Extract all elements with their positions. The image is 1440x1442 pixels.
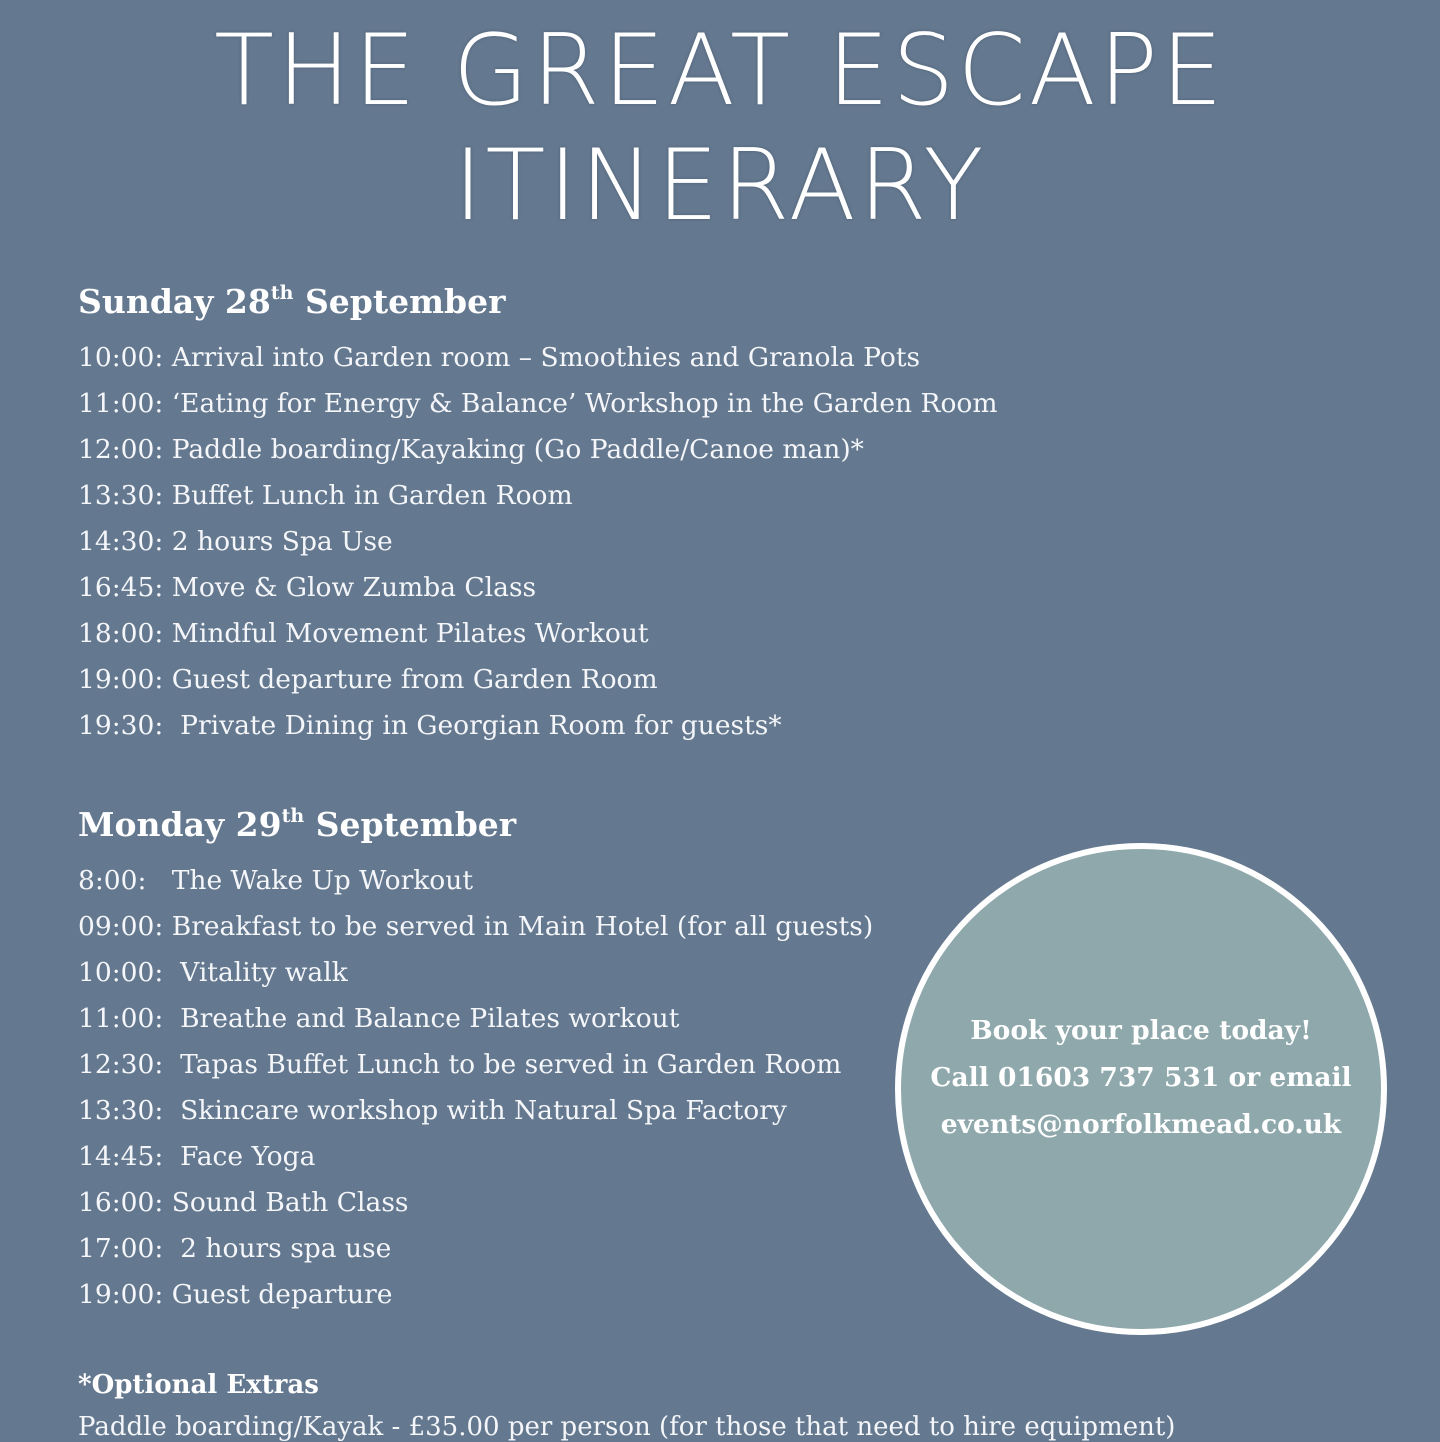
schedule-item: 12:00: Paddle boarding/Kayaking (Go Paddle/Canoe man)* xyxy=(78,434,864,465)
day-heading-monday-date: Monday 29 xyxy=(78,805,282,844)
extras-line: Paddle boarding/Kayak - £35.00 per person (for those that need to hire equipment) xyxy=(78,1412,1176,1442)
schedule-monday xyxy=(78,858,873,1318)
day-heading-sunday-date: Sunday 28 xyxy=(78,282,271,321)
schedule-item: 19:00: Guest departure xyxy=(78,1279,393,1310)
booking-circle xyxy=(895,843,1387,1335)
schedule-item: 10:00: Vitality walk xyxy=(78,957,348,988)
schedule-item: 8:00: The Wake Up Workout xyxy=(78,865,473,896)
extras-heading: *Optional Extras xyxy=(78,1370,319,1400)
schedule-item: 16:45: Move & Glow Zumba Class xyxy=(78,572,537,603)
schedule-item: 11:00: Breathe and Balance Pilates workout xyxy=(78,1003,680,1034)
booking-phone: Call 01603 737 531 or email xyxy=(930,1061,1352,1093)
schedule-item: 14:30: 2 hours Spa Use xyxy=(78,526,393,557)
schedule-item: 13:30: Buffet Lunch in Garden Room xyxy=(78,480,573,511)
booking-cta: Book your place today! xyxy=(970,1014,1312,1046)
page-title-line-1: THE GREAT ESCAPE xyxy=(214,14,1226,128)
day-heading-sunday-month: September xyxy=(293,282,506,321)
schedule-item: 10:00: Arrival into Garden room – Smoothies and Granola Pots xyxy=(78,342,921,373)
booking-email: events@norfolkmead.co.uk xyxy=(940,1108,1342,1140)
schedule-item: 13:30: Skincare workshop with Natural Spa Factory xyxy=(78,1095,787,1126)
schedule-item: 09:00: Breakfast to be served in Main Hotel (for all guests) xyxy=(78,911,874,942)
page-title-line-2: ITINERARY xyxy=(453,129,987,243)
schedule-item: 17:00: 2 hours spa use xyxy=(78,1233,392,1264)
day-heading-monday-suffix: th xyxy=(281,805,305,827)
day-heading-monday xyxy=(78,805,516,844)
day-heading-monday-month: September xyxy=(304,805,517,844)
schedule-item: 16:00: Sound Bath Class xyxy=(78,1187,409,1218)
day-heading-sunday-suffix: th xyxy=(270,282,294,304)
schedule-sunday xyxy=(78,335,998,749)
day-heading-sunday xyxy=(78,282,505,321)
schedule-item: 12:30: Tapas Buffet Lunch to be served in Garden Room xyxy=(78,1049,842,1080)
schedule-item: 18:00: Mindful Movement Pilates Workout xyxy=(78,618,649,649)
schedule-item: 19:30: Private Dining in Georgian Room for guests* xyxy=(78,710,782,741)
schedule-item: 19:00: Guest departure from Garden Room xyxy=(78,664,658,695)
schedule-item: 11:00: ‘Eating for Energy & Balance’ Workshop in the Garden Room xyxy=(78,388,998,419)
schedule-item: 14:45: Face Yoga xyxy=(78,1141,316,1172)
